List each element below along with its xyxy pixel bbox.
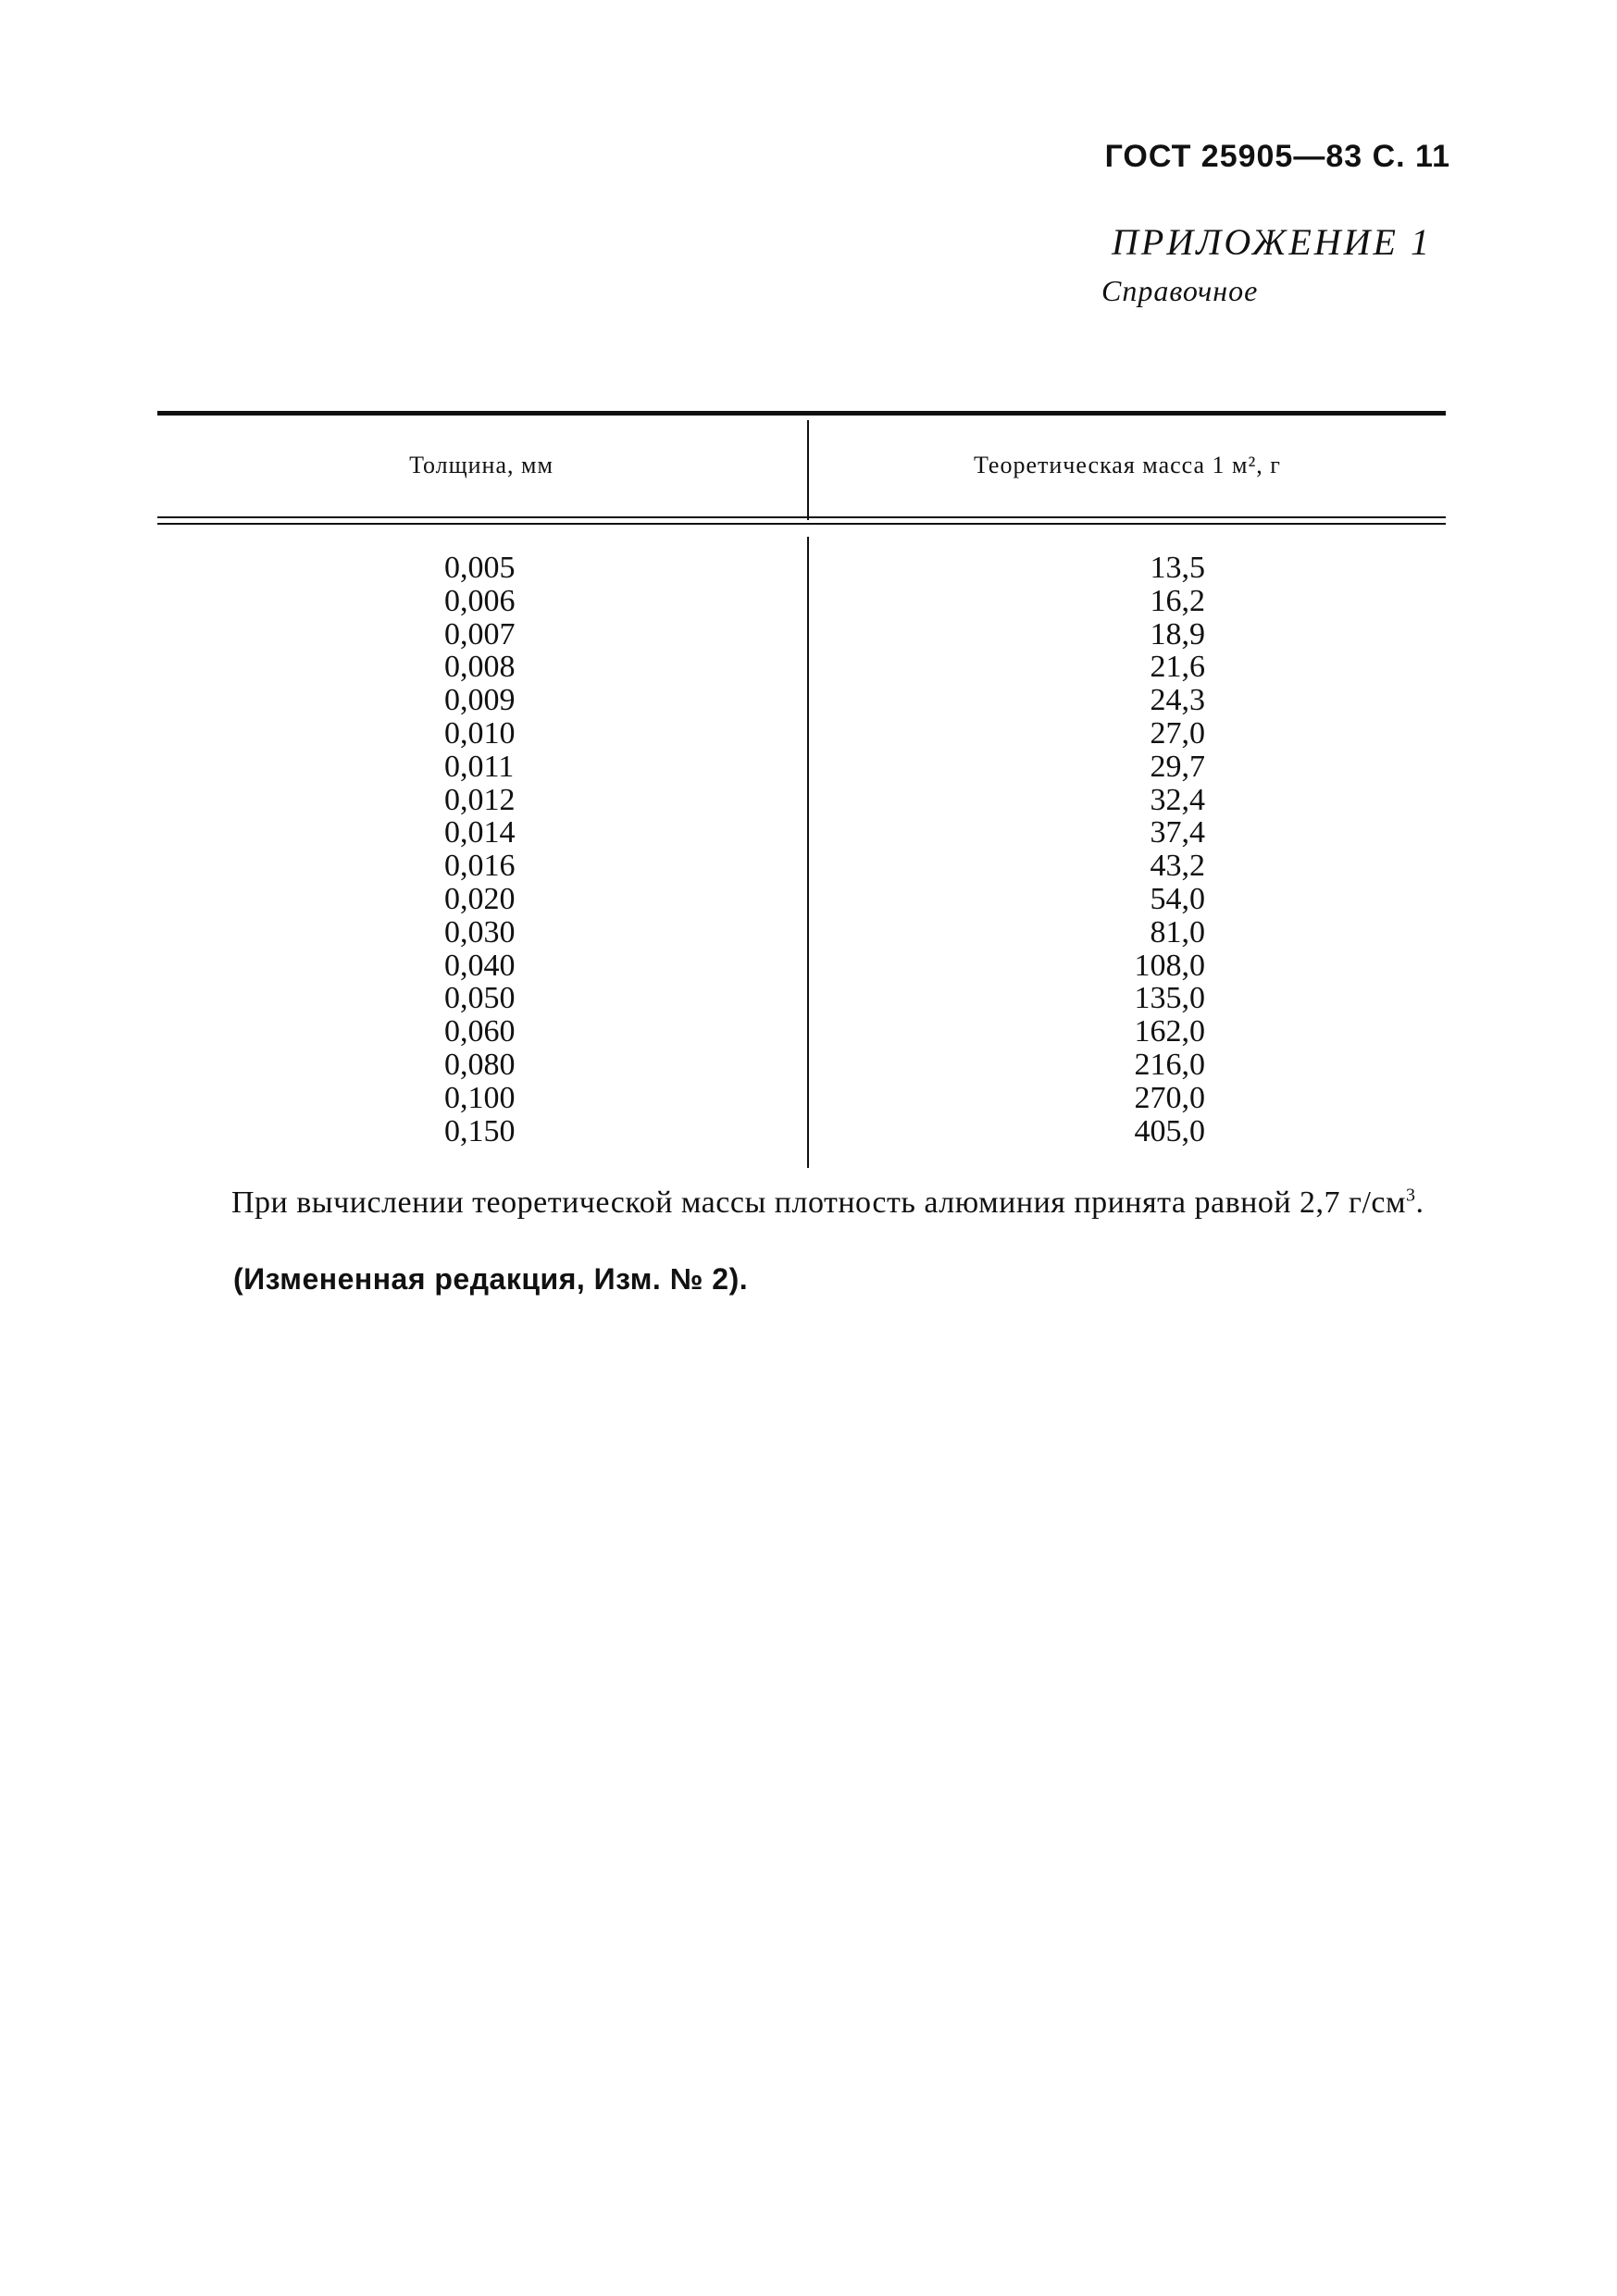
- appendix-title: ПРИЛОЖЕНИЕ 1: [1112, 221, 1432, 263]
- density-note: [157, 1186, 1446, 1220]
- thickness-cell: 0,009: [444, 683, 516, 718]
- appendix-subtitle: Справочное: [1101, 274, 1259, 307]
- mass-cell: 405,0: [1134, 1113, 1205, 1148]
- thickness-cell: 0,005: [444, 551, 516, 585]
- change-note: (Измененная редакция, Изм. № 2).: [233, 1262, 749, 1296]
- table-top-rule: [157, 411, 1446, 416]
- table-header-rule: [157, 516, 1446, 518]
- mass-cell: 13,5: [1150, 551, 1205, 585]
- column-header-thickness: Толщина, мм: [409, 452, 554, 478]
- column-header-mass: Теоретическая масса 1 м², г: [974, 452, 1281, 478]
- thickness-cell: 0,006: [444, 583, 516, 618]
- mass-cell: 43,2: [1150, 849, 1205, 884]
- mass-cell: 162,0: [1134, 1014, 1205, 1049]
- mass-cell: 32,4: [1150, 782, 1205, 817]
- thickness-cell: 0,100: [444, 1080, 516, 1115]
- thickness-cell: 0,011: [444, 749, 515, 784]
- mass-cell: 21,6: [1150, 650, 1205, 685]
- thickness-cell: 0,012: [444, 782, 516, 817]
- table-header-rule-double: [157, 523, 1446, 525]
- thickness-cell: 0,040: [444, 948, 516, 983]
- table-column-divider-header: [807, 420, 809, 520]
- mass-cell: 29,7: [1150, 749, 1205, 784]
- mass-cell: 18,9: [1150, 616, 1205, 652]
- density-note-end: .: [1415, 1185, 1424, 1220]
- thickness-cell: 0,020: [444, 881, 516, 916]
- mass-cell: 270,0: [1134, 1080, 1205, 1115]
- mass-cell: 216,0: [1134, 1047, 1205, 1082]
- thickness-cell: 0,014: [444, 815, 516, 850]
- mass-cell: 108,0: [1134, 948, 1205, 983]
- unit-exponent: 3: [1406, 1185, 1416, 1206]
- mass-cell: 54,0: [1150, 881, 1205, 916]
- thickness-cell: 0,030: [444, 914, 516, 949]
- thickness-cell: 0,060: [444, 1014, 516, 1049]
- mass-cell: 16,2: [1150, 583, 1205, 618]
- document-header-code: ГОСТ 25905—83 С. 11: [1104, 139, 1450, 174]
- thickness-column: [444, 552, 648, 1148]
- mass-column: [1000, 552, 1205, 1148]
- thickness-cell: 0,050: [444, 981, 516, 1016]
- thickness-cell: 0,080: [444, 1047, 516, 1082]
- density-note-text: При вычислении теоретической массы плотность алюминия принята равной 2,7 г/см: [231, 1185, 1407, 1220]
- thickness-cell: 0,007: [444, 616, 516, 652]
- mass-cell: 37,4: [1150, 815, 1205, 850]
- thickness-cell: 0,008: [444, 650, 516, 685]
- thickness-cell: 0,016: [444, 849, 516, 884]
- thickness-cell: 0,150: [444, 1113, 516, 1148]
- thickness-cell: 0,010: [444, 715, 516, 751]
- table-column-divider-body: [807, 537, 809, 1168]
- mass-cell: 135,0: [1134, 981, 1205, 1016]
- mass-cell: 81,0: [1150, 914, 1205, 949]
- mass-cell: 24,3: [1150, 683, 1205, 718]
- mass-cell: 27,0: [1150, 715, 1205, 751]
